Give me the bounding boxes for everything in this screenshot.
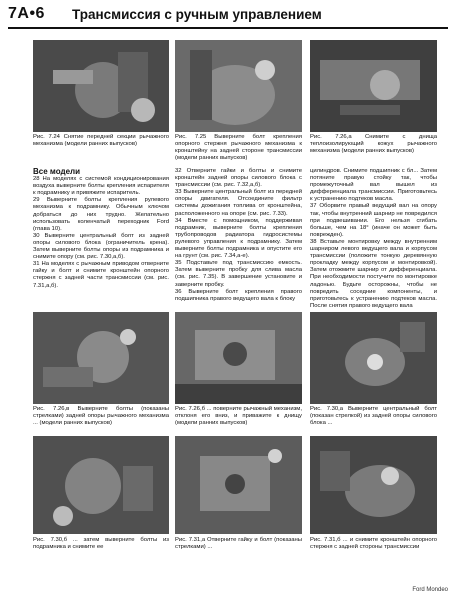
text-column-1	[33, 168, 169, 290]
caption-7-31b: Рис. 7.31,б ... и снимите кронштейн опорного стержня с задней стороны трансмиссии	[310, 537, 437, 550]
caption-7-30a: Рис. 7.30,а Выверните центральный болт (показан стрелкой) из задней опоры силового блока ...	[310, 406, 437, 426]
photo-7-31b	[310, 436, 437, 534]
text-column-3	[310, 168, 437, 310]
photo-7-30a	[310, 312, 437, 404]
caption-7-25: Рис. 7.25 Выверните болт крепления опорного стержня рычажного механизма к кронштейну на задней стороне трансмиссии (модели ранних выпусков)	[175, 134, 302, 161]
paragraph: 36 Выверните болт крепления правого подшипника правого ведущего вала к блоку	[175, 288, 302, 302]
section-heading: Все модели	[33, 167, 81, 176]
paragraph: 32 Отверните гайки и болты и снимите кронштейн задней опоры силового блока с трансмиссии (см. рис. 7.32,а,б).	[175, 168, 302, 189]
photo-7-24	[33, 40, 169, 132]
paragraph: 34 Вместе с помощником, поддерживая подрамник, выверните болты крепления трубопроводов радиатора гидросистемы рулевого управления к подрамнику. Затем выверните болты подрамника и опустите его на грунт (см. рис. 7.34,а-е).	[175, 217, 302, 260]
photo-7-26b	[175, 312, 302, 404]
caption-7-26a: Рис. 7.26,a Снимите с днища теплоизолирующий кожух рычажного механизма (модели ранних выпусков)	[310, 134, 437, 154]
paragraph: 30 Выверните центральный болт из задней опоры силового блока (ограничитель крена). Затем выверните болты опоры из подрамника и снимите опору (см. рис. 7.30,а,б).	[33, 232, 169, 261]
page-title: Трансмиссия с ручным управлением	[72, 7, 322, 22]
caption-7-26b: Рис. 7.26,б ... поверните рычажный механизм, отклоня его вниз, и приважите к днищу (модели ранних выпусков)	[175, 406, 302, 426]
photo-7-26a	[310, 40, 437, 132]
photo-7-26v	[33, 312, 169, 404]
page-number: 7A•6	[8, 5, 45, 22]
paragraph: цилиндров. Снимите подшипник с бл... Затем потяните правую стойку так, чтобы промежуточный вал вышел из дифференциала трансмиссии. Приготовьтесь к устранению подтеков масла.	[310, 168, 437, 203]
caption-7-30b: Рис. 7.30,б ... затем выверните болты из подрамника и снимите ее	[33, 537, 169, 550]
caption-7-31a: Рис. 7.31,а Отверните гайку и болт (показаны стрелками) ...	[175, 537, 302, 550]
photo-7-30b	[33, 436, 169, 534]
photo-7-25	[175, 40, 302, 132]
header-rule	[8, 27, 448, 29]
caption-7-24: Рис. 7.24 Снятие передней секции рычажного механизма (модели ранних выпусков)	[33, 134, 169, 147]
caption-7-26v: Рис. 7.26,в Выверните болты (показаны стрелками) задней опоры рычажного механизма ... (модели ранних выпусков)	[33, 406, 169, 426]
footer-brand: Ford Mondeo	[412, 587, 448, 593]
paragraph: 33 Выверните центральный болт из передней опоры двигателя. Отсоедините фильтр системы дожигания топлива от кронштейна, расположенного на опоре (см. рис. 7.33).	[175, 189, 302, 217]
paragraph: 28 На моделях с системой кондиционирования воздуха выверните болты крепления испарителя к подрамнику и привяжите испаритель.	[33, 176, 169, 197]
paragraph: 35 Подставьте под трансмиссию емкость. Затем выверните пробку для слива масла (см. рис. 7.35). В завершение установите и заверните пробку.	[175, 260, 302, 288]
text-column-2	[175, 168, 302, 303]
paragraph: 29 Выверните болты крепления рулевого механизма к подрамнику. Обычным ключом добраться до них трудно. Желательно использовать коленчатый переходник Ford (гпава 10).	[33, 197, 169, 232]
paragraph: 38 Вставьте монтировку между внутренним шарниром левого ведущего вала и корпусом трансмиссии (положите тонкую деревянную прокладку между корпусом и монтировкой). Затем отожмите шарнир от дифференциала. При необходимости постучите по монтировке ладонью. Будьте осторожны, чтобы не повредить соседние компоненты, и приготовьтесь к устранению подтеков масла. После снятия правого ведущего вала	[310, 238, 437, 309]
paragraph: 37 Оборвите правый ведущий вал на опору так, чтобы внутренний шарнир не повредился при подвешивании. Его нельзя сгибать больше, чем на 18° (иначе он может быть поврежден).	[310, 203, 437, 238]
photo-7-31a	[175, 436, 302, 534]
paragraph: 31 На моделях с рычажным приводом отверните гайку и болт и снимите кронштейн опорного стержня с задней части трансмиссии (см. рис. 7.31,а,б).	[33, 261, 169, 289]
